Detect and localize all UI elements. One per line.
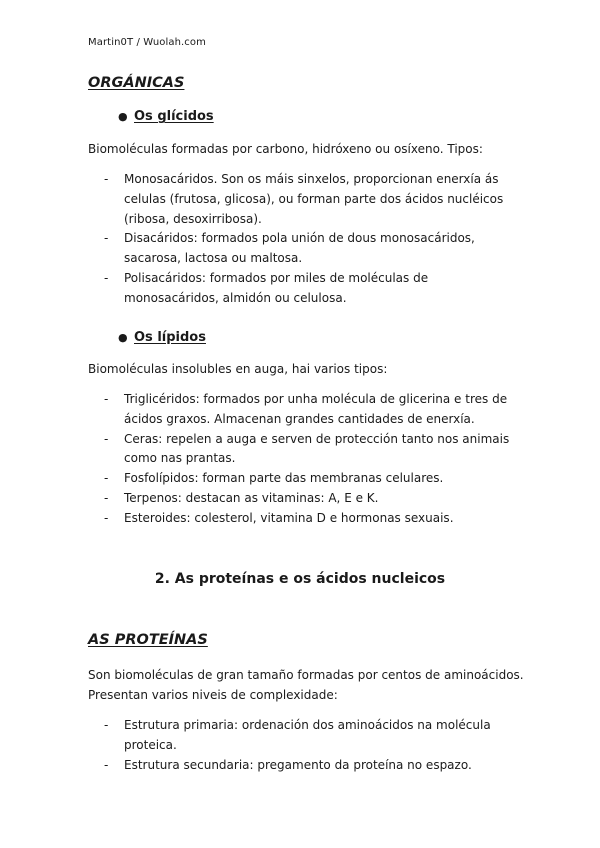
bullet-marker: ● bbox=[118, 110, 128, 123]
list-item: - Ceras: repelen a auga e serven de protección tanto nos animais como nas prantas. bbox=[104, 431, 510, 466]
list-item: - Disacáridos: formados pola unión de dous monosacáridos, sacarosa, lactosa ou maltosa. bbox=[104, 231, 475, 266]
subheading-glicidos-text: Os glícidos bbox=[134, 109, 214, 124]
heading-proteinas: AS PROTEÍNAS bbox=[88, 632, 208, 648]
list-item: - Triglicéridos: formados por unha molécula de glicerina e tres de ácidos graxos. Almacenan grandes cantidades de enerxía. bbox=[104, 392, 508, 426]
list-item: - Fosfolípidos: forman parte das membranas celulares. bbox=[104, 469, 524, 489]
list-dash: - bbox=[104, 757, 109, 772]
list-item: - Monosacáridos. Son os máis sinxelos, proporcionan enerxía ás celulas (frutosa, glicosa), ou forman parte dos ácidos nucléicos (ribosa, desoxirribosa). bbox=[104, 172, 504, 226]
subheading-glicidos bbox=[118, 109, 214, 124]
list-item: - Terpenos: destacan as vitaminas: A, E e K. bbox=[104, 489, 524, 509]
list-dash: - bbox=[104, 172, 109, 186]
proteinas-intro: Son biomoléculas de gran tamaño formadas por centos de aminoácidos. Presentan varios niveis de complexidade: bbox=[88, 668, 524, 702]
list-dash: - bbox=[104, 431, 109, 446]
list-dash: - bbox=[104, 270, 109, 285]
list-item: - Estrutura secundaria: pregamento da proteína no espazo. bbox=[104, 756, 524, 776]
list-item: - Polisacáridos: formados por miles de moléculas de monosacáridos, almidón ou celulosa. bbox=[104, 270, 429, 305]
list-item: - Estrutura primaria: ordenación dos aminoácidos na molécula proteica. bbox=[104, 718, 491, 752]
page-header: Martin0T / Wuolah.com bbox=[88, 37, 206, 48]
list-dash: - bbox=[104, 392, 109, 406]
list-dash: - bbox=[104, 718, 109, 732]
bullet-marker: ● bbox=[118, 331, 128, 344]
list-dash: - bbox=[104, 490, 109, 505]
list-item: - Esteroides: colesterol, vitamina D e hormonas sexuais. bbox=[104, 509, 524, 529]
list-dash: - bbox=[104, 510, 109, 525]
heading-organicas: ORGÁNICAS bbox=[88, 75, 185, 91]
lipidos-list bbox=[104, 390, 524, 529]
list-dash: - bbox=[104, 471, 109, 486]
list-dash: - bbox=[104, 231, 109, 246]
subheading-lipidos-text: Os lípidos bbox=[134, 330, 206, 345]
section-title: 2. As proteínas e os ácidos nucleicos bbox=[154, 571, 446, 587]
lipidos-intro: Biomoléculas insolubles en auga, hai varios tipos: bbox=[88, 362, 388, 376]
proteinas-list bbox=[104, 716, 524, 775]
glicidos-intro: Biomoléculas formadas por carbono, hidróxeno ou osíxeno. Tipos: bbox=[88, 142, 483, 156]
glicidos-list bbox=[104, 170, 524, 309]
subheading-lipidos bbox=[118, 330, 206, 345]
